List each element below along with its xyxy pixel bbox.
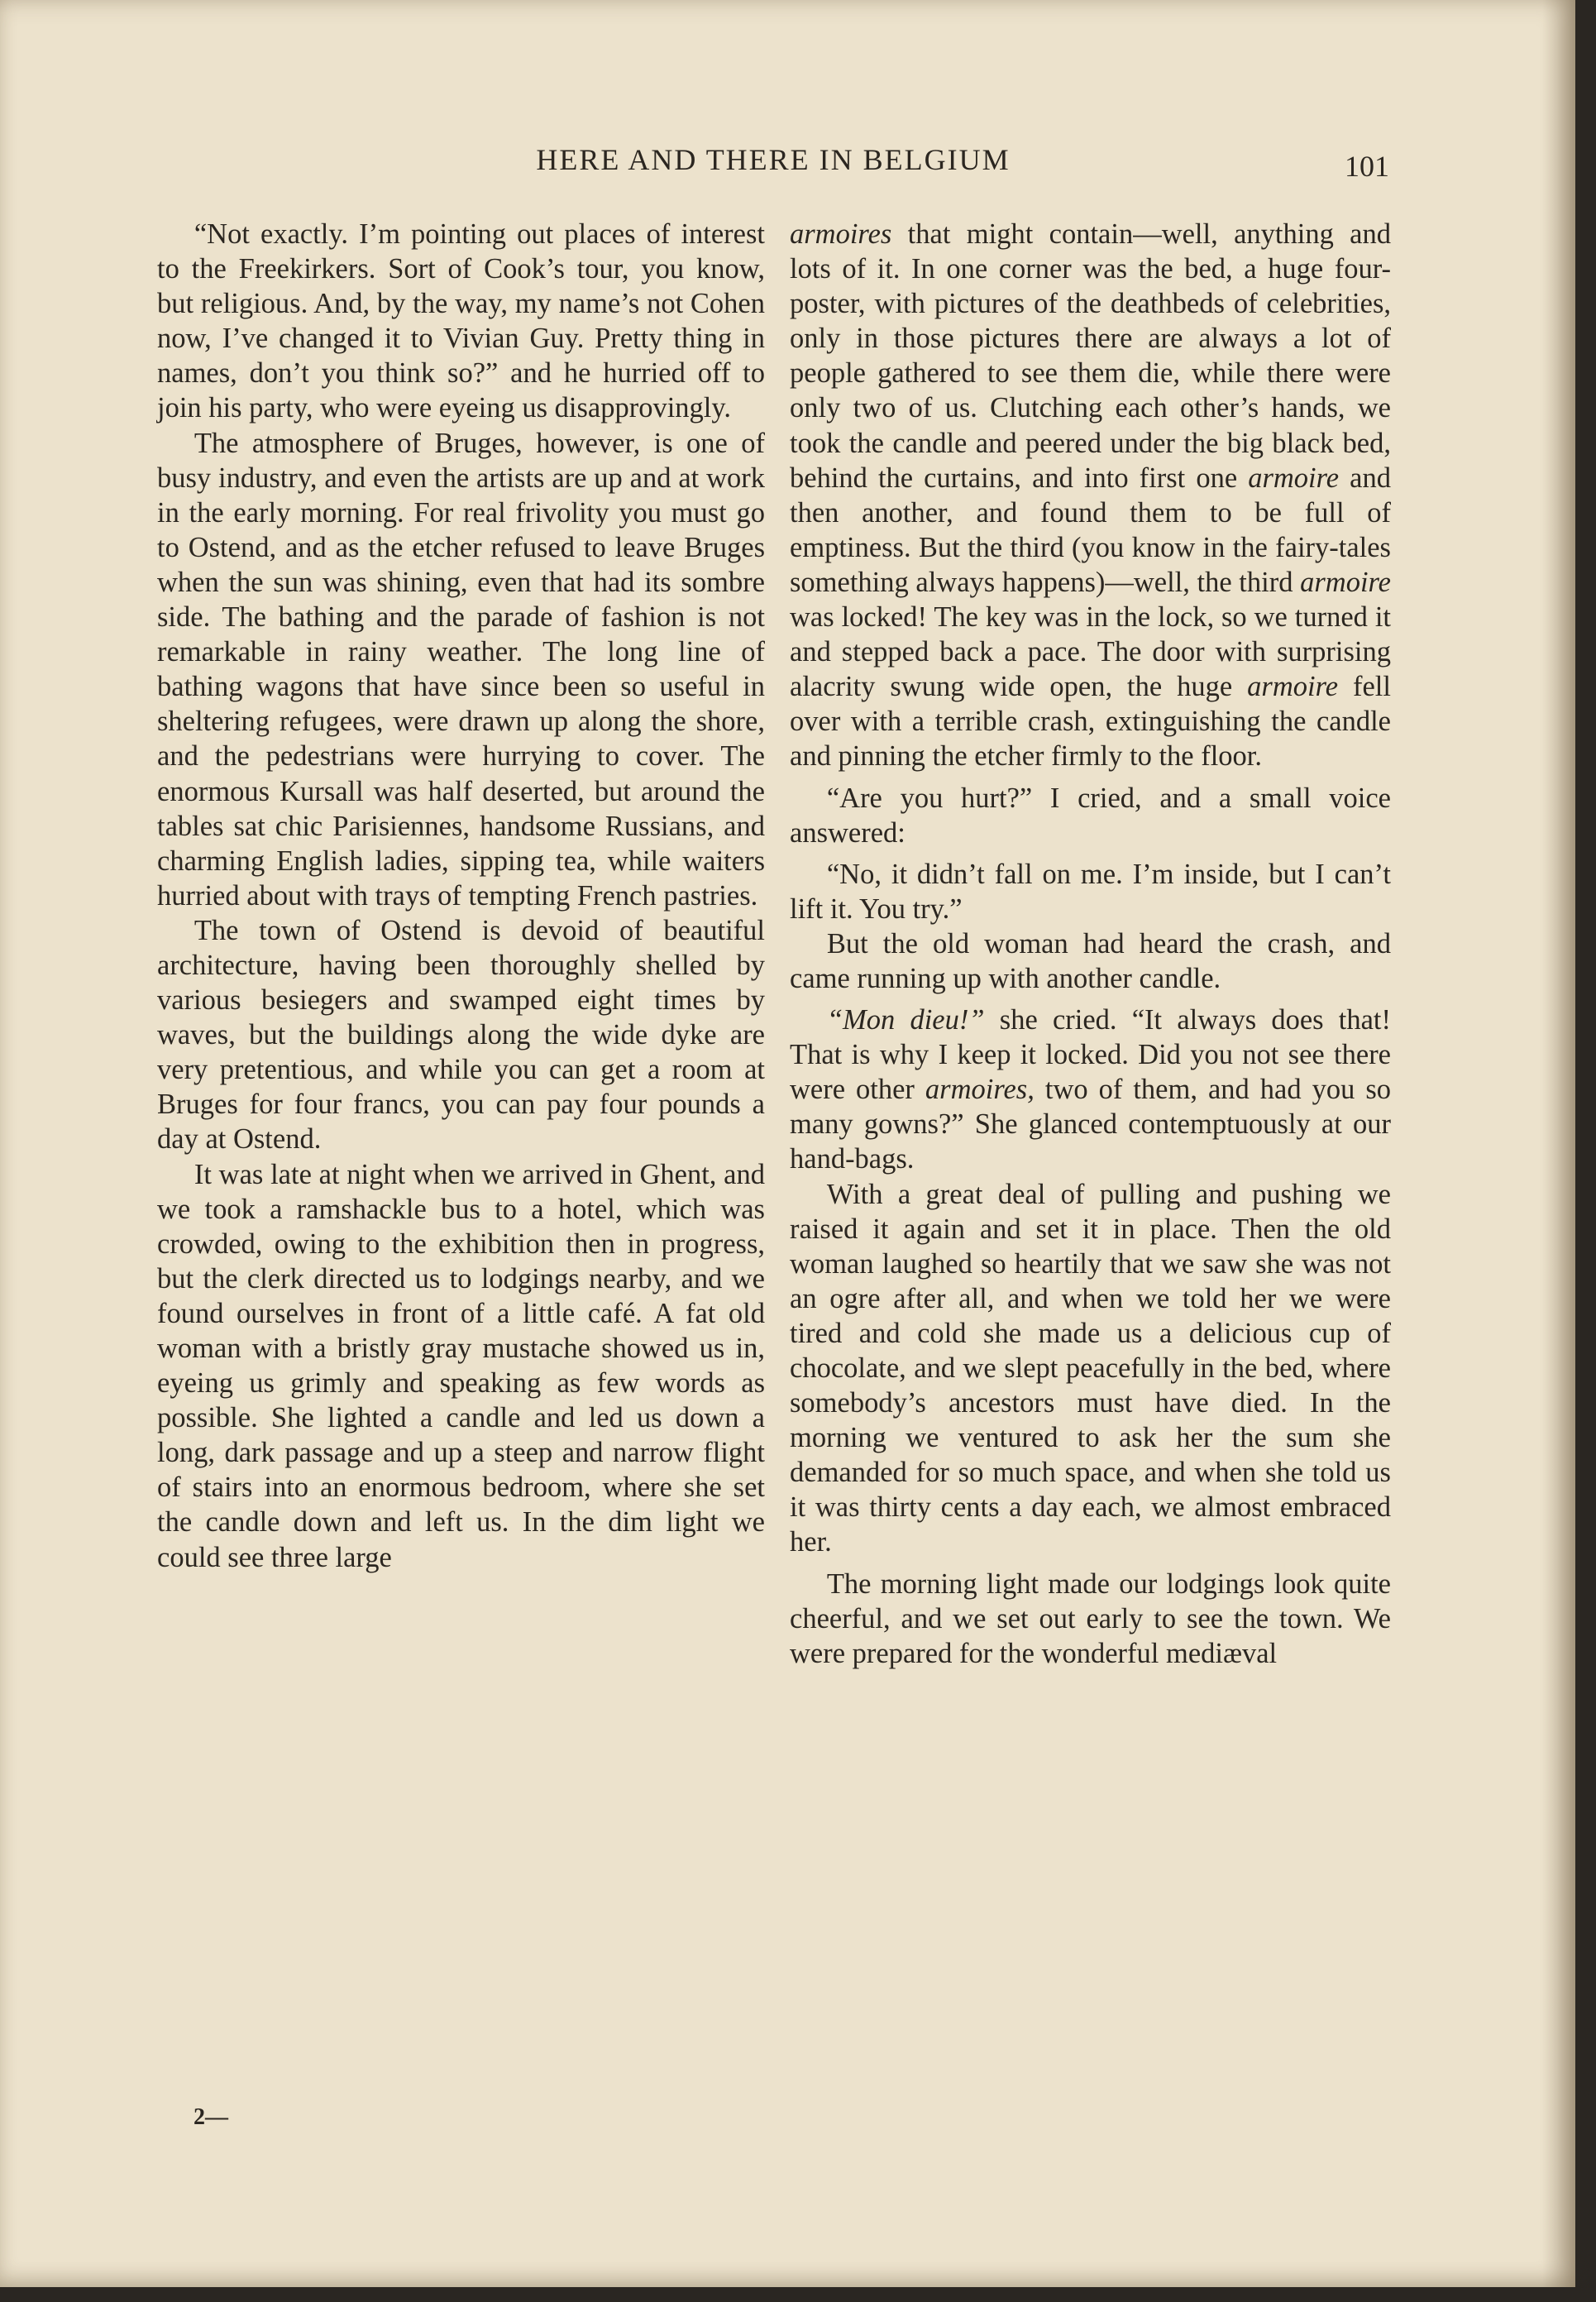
paragraph: It was late at night when we arrived in Ghent, and we took a ramshackle bus to a hotel, which was crowded, owing to the exhibition then in progress, but the clerk directed us to lodgings nearby, and we found ourselves in front of a little café. A fat old woman with a bristly gray mustache showed us in, eyeing us grimly and speaking as few words as possible. She lighted a candle and led us down a long, dark passage and up a steep and narrow flight of stairs into an enormous bedroom, where she set the candle down and left us. In the dim light we could see three large — [157, 1158, 765, 1573]
text-run: two of them, and had you so many gowns?” She glanced contemptuously at our hand-bags. — [790, 1074, 1391, 1175]
running-head — [157, 139, 1389, 183]
paragraph: “Are you hurt?” I cried, and a small voice answered: — [790, 782, 1391, 849]
paragraph: The town of Ostend is devoid of beautiful architecture, having been thoroughly shelled by various besiegers and swamped eight times by waves, but the buildings along the wide dyke are very pretentious, and while you can get a room at Bruges for four francs, you can pay four pounds a day at Ostend. — [157, 914, 765, 1156]
scan-background — [0, 2287, 1596, 2302]
paragraph: The atmosphere of Bruges, however, is one of busy industry, and even the artists are up and at work in the early morning. For real frivolity you must go to Ostend, and as the etcher refused to leave Bruges when the sun was shining, even that had its sombre side. The bathing and the parade of fashion is not remarkable in rainy weather. The long line of bathing wagons that have since been so useful in sheltering refugees, were drawn up along the shore, and the pedestrians were hurrying to cover. The enormous Kursall was half deserted, but around the tables sat chic Parisiennes, handsome Russians, and charming English ladies, sipping tea, while waiters hurried about with trays of tempting French pastries. — [157, 427, 765, 912]
italic-word: armoire — [1247, 671, 1339, 703]
signature-mark: 2— — [194, 2104, 228, 2130]
italic-phrase: “Mon dieu!” — [826, 1004, 985, 1036]
text-run: was locked! The key was in the lock, so we turned it and stepped back a pace. The door with surprising alacrity swung wide open, the huge — [790, 601, 1391, 703]
paragraph: “Not exactly. I’m pointing out places of interest to the Freekirkers. Sort of Cook’s tour, you know, but religious. And, by the way, my name’s not Cohen now, I’ve changed it to Vivian Guy. Pretty thing in names, don’t you think so?” and he hurried off to join his party, who were eyeing us disapprovingly. — [157, 218, 765, 424]
italic-word: armoires — [790, 218, 892, 250]
paragraph: But the old woman had heard the crash, and came running up with another candle. — [790, 927, 1391, 994]
text-run: she cried. “It always does that! That is why I keep it locked. Did you not see there were other — [790, 1004, 1392, 1106]
left-column — [157, 217, 765, 1575]
text-run: and then another, and found them to be full of emptiness. But the third (you know in the fairy-tales something always happens)—well, the third — [790, 462, 1391, 598]
paragraph: With a great deal of pulling and pushing we raised it again and set it in place. Then the old woman laughed so heartily that we saw she was not an ogre after all, and when we told her we were tired and cold she made us a delicious cup of chocolate, and we slept peacefully in the bed, where somebody’s ancestors must have died. In the morning we ventured to ask her the sum she demanded for so much space, and when she told us it was thirty cents a day each, we almost embraced her. — [790, 1178, 1391, 1558]
text-run: fell over with a terrible crash, extinguishing the candle and pinning the etcher firmly to the floor. — [790, 671, 1391, 773]
page-number: 101 — [1345, 150, 1389, 183]
paragraph: The morning light made our lodgings look quite cheerful, and we set out early to see the town. We were prepared for the wonderful mediæval — [790, 1567, 1391, 1669]
italic-word: armoires, — [925, 1074, 1035, 1106]
text-run: that might contain—well, anything and lots of it. In one corner was the bed, a huge four-poster, with pictures of the deathbeds of celebrities, only in those pictures there are always a lot of people gathered to see them die, while there were only two of us. Clutching each other’s hands, we took the candle and peered under the big black bed, behind the curtains, and into first one — [790, 218, 1391, 494]
italic-word: armoire — [1248, 462, 1340, 494]
italic-word: armoire — [1300, 566, 1391, 598]
running-title: HERE AND THERE IN BELGIUM — [536, 143, 1011, 176]
paragraph — [790, 1003, 1391, 1176]
paragraph: “No, it didn’t fall on me. I’m inside, but I can’t lift it. You try.” — [790, 858, 1391, 925]
right-column — [790, 217, 1391, 1671]
paragraph — [790, 217, 1391, 774]
